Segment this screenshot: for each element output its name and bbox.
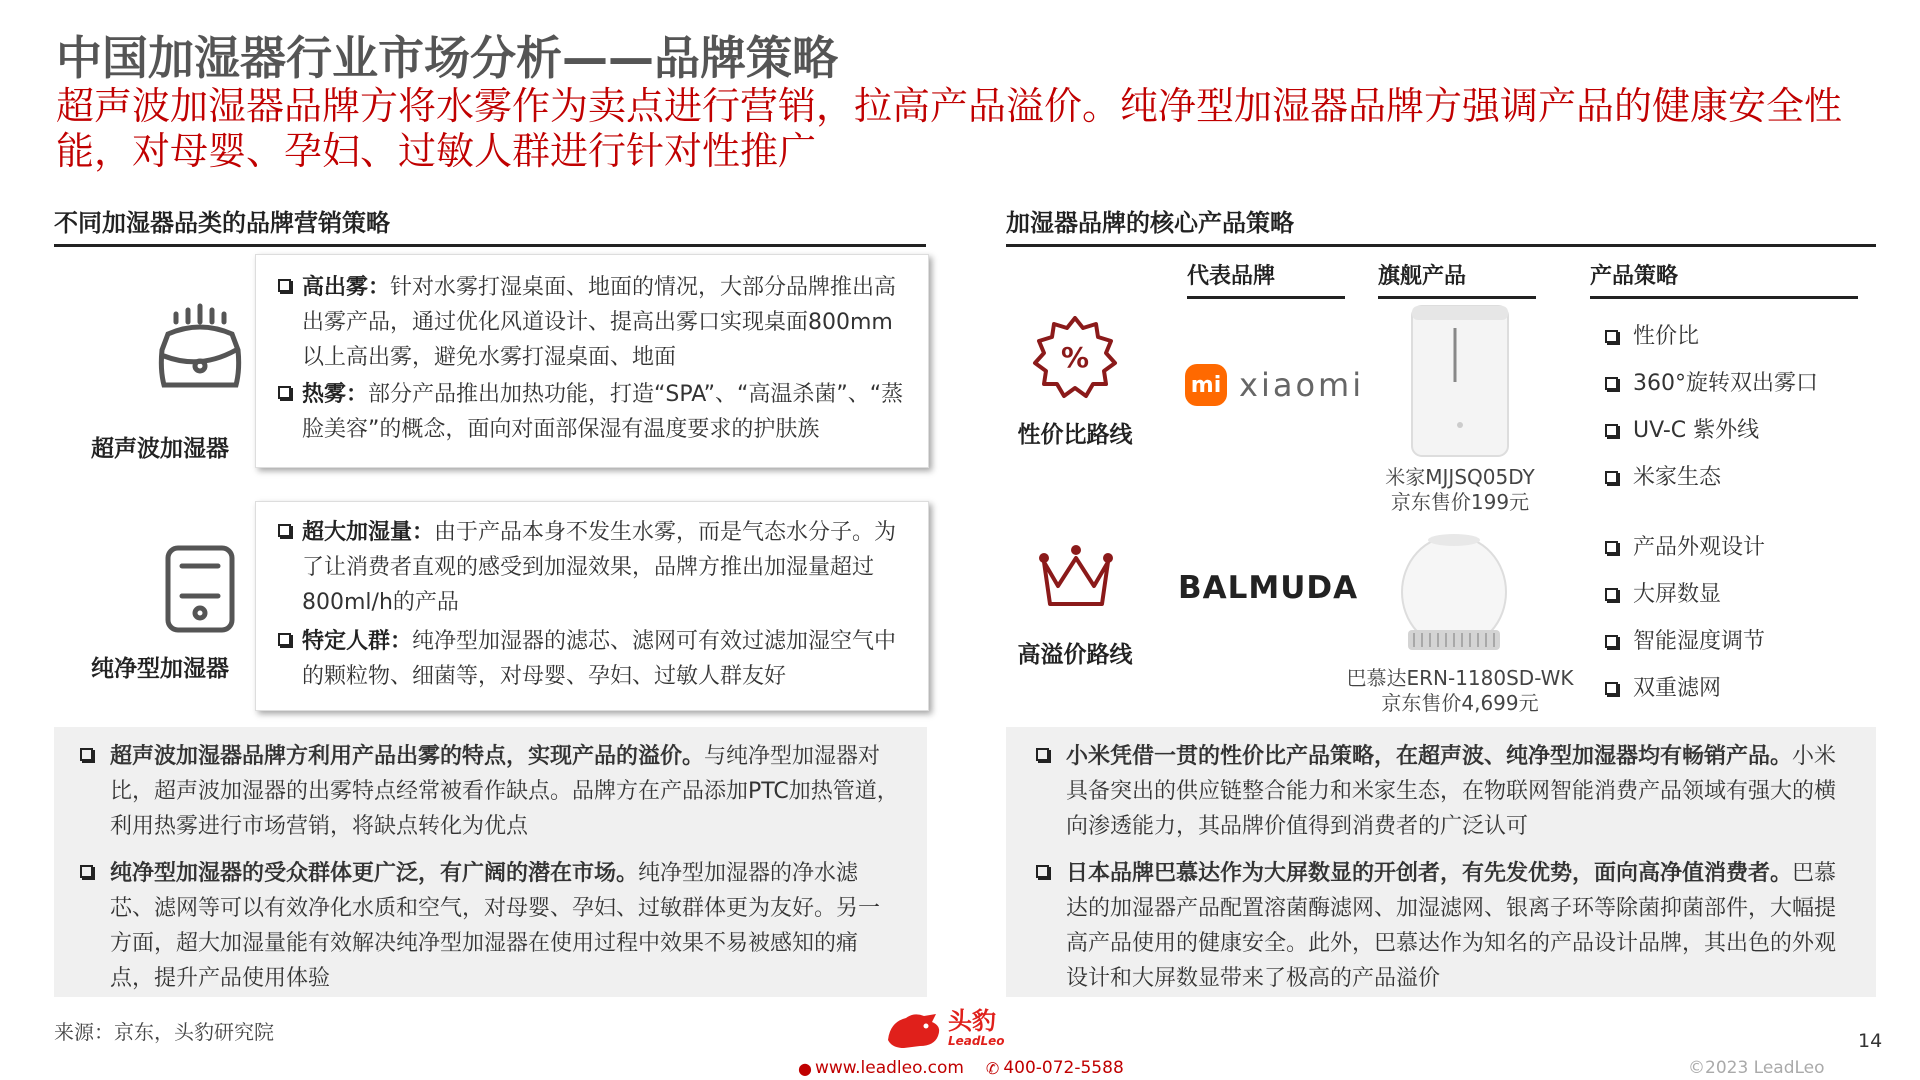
left-summary-panel (54, 727, 927, 997)
leadleo-logo (884, 1007, 1005, 1052)
logo-cn: 头豹 (948, 1007, 996, 1035)
checkbox-icon (80, 748, 93, 761)
category-label-pure: 纯净型加湿器 (91, 656, 229, 682)
balmuda-humidifier-image (1394, 530, 1514, 664)
summary-bullet: 日本品牌巴慕达作为大屏数显的开创者，有先发优势，面向高净值消费者。巴慕达的加湿器产品配置溶菌酶滤网、加湿滤网、银离子环等除菌抑菌部件，大幅提高产品使用的健康安全。此外，巴慕达作为知名的产品设计品牌，其出色的外观设计和大屏数显带来了极高的产品溢价 (1032, 856, 1856, 996)
category-label-ultrasonic: 超声波加湿器 (91, 436, 229, 462)
strategy-item: 产品外观设计 (1603, 533, 1765, 563)
crown-icon (1034, 540, 1118, 618)
checkbox-icon (1605, 588, 1618, 601)
strategy-list-value (1603, 322, 1818, 493)
product-name: 米家MJJSQ05DY (1385, 465, 1535, 489)
website-link[interactable]: www.leadleo.com (814, 1058, 964, 1078)
strategy-item: 智能湿度调节 (1603, 627, 1765, 657)
checkbox-icon (1605, 377, 1618, 390)
page-number: 14 (1858, 1030, 1883, 1052)
strategy-item: 双重滤网 (1603, 674, 1765, 704)
strategy-item: 360°旋转双出雾口 (1603, 369, 1818, 399)
product-price: 京东售价199元 (1390, 490, 1530, 514)
xiaomi-mark: mi (1185, 364, 1227, 406)
bullet-high-mist: 高出雾：针对水雾打湿桌面、地面的情况，大部分品牌推出高出雾产品，通过优化风道设计、提高出雾口实现桌面800mm以上高出雾，避免水雾打湿桌面、地面 (276, 270, 914, 375)
product-caption-xiaomi (1350, 465, 1570, 515)
route-label-value: 性价比路线 (1017, 422, 1133, 448)
checkbox-icon (1605, 635, 1618, 648)
checkbox-icon (1605, 330, 1618, 343)
balmuda-logo: BALMUDA (1178, 570, 1359, 606)
strategy-item: 性价比 (1603, 322, 1818, 352)
column-head-strategy: 产品策略 (1590, 259, 1858, 299)
bullet-target-group: 特定人群：纯净型加湿器的滤芯、滤网可有效过滤加湿空气中的颗粒物、细菌等，对母婴、孕妇、过敏人群友好 (276, 624, 918, 694)
checkbox-icon (1605, 471, 1618, 484)
discount-badge-icon (1030, 316, 1120, 404)
column-head-product: 旗舰产品 (1378, 259, 1536, 299)
leopard-icon (884, 1010, 944, 1052)
summary-bullet: 超声波加湿器品牌方利用产品出雾的特点，实现产品的溢价。与纯净型加湿器对比，超声波加湿器的出雾特点经常被看作缺点。品牌方在产品添加PTC加热管道，利用热雾进行市场营销，将缺点转化为优点 (76, 739, 899, 844)
checkbox-icon (80, 865, 93, 878)
route-label-premium: 高溢价路线 (1017, 642, 1133, 668)
globe-icon: ● (798, 1058, 812, 1078)
strategy-list-premium (1603, 533, 1765, 704)
logo-en: LeadLeo (948, 1034, 1005, 1048)
category-card-ultrasonic (255, 254, 929, 468)
xiaomi-humidifier-image (1400, 300, 1520, 464)
right-summary-panel (1006, 727, 1876, 997)
checkbox-icon (278, 633, 291, 646)
checkbox-icon (1605, 682, 1618, 695)
checkbox-icon (278, 279, 291, 292)
copyright: ©2023 LeadLeo (1688, 1058, 1825, 1078)
strategy-item: 大屏数显 (1603, 580, 1765, 610)
left-section-heading: 不同加湿器品类的品牌营销策略 (54, 203, 926, 247)
strategy-item: 米家生态 (1603, 463, 1818, 493)
summary-bullet: 小米凭借一贯的性价比产品策略，在超声波、纯净型加湿器均有畅销产品。小米具备突出的供应链整合能力和米家生态，在物联网智能消费产品领域有强大的横向渗透能力，其品牌价值得到消费者的广泛认可 (1032, 739, 1856, 844)
phone-number: 400-072-5588 (1003, 1058, 1124, 1078)
summary-bullet: 纯净型加湿器的受众群体更广泛，有广阔的潜在市场。纯净型加湿器的净水滤芯、滤网等可以有效净化水质和空气，对母婴、孕妇、过敏群体更为友好。另一方面，超大加湿量能有效解决纯净型加湿器在使用过程中效果不易被感知的痛点，提升产品使用体验 (76, 856, 899, 996)
phone-icon: ✆ (985, 1058, 1000, 1078)
checkbox-icon (1605, 541, 1618, 554)
svg-text:%: % (1060, 341, 1090, 374)
checkbox-icon (278, 386, 291, 399)
product-price: 京东售价4,699元 (1381, 691, 1539, 715)
source-note: 来源：京东，头豹研究院 (54, 1020, 274, 1044)
checkbox-icon (1036, 748, 1049, 761)
strategy-item: UV-C 紫外线 (1603, 416, 1818, 446)
xiaomi-wordmark: xiaomi (1239, 366, 1365, 404)
page-title: 中国加湿器行业市场分析——品牌策略 (56, 31, 838, 85)
product-name: 巴慕达ERN-1180SD-WK (1346, 666, 1574, 690)
xiaomi-logo (1185, 364, 1364, 406)
bullet-large-capacity: 超大加湿量：由于产品本身不发生水雾，而是气态水分子。为了让消费者直观的感受到加湿效果，品牌方推出加湿量超过800ml/h的产品 (276, 515, 918, 620)
category-card-pure (255, 501, 929, 711)
bullet-hot-mist: 热雾：部分产品推出加热功能，打造“SPA”、“高温杀菌”、“蒸脸美容”的概念，面向对面部保湿有温度要求的护肤族 (276, 377, 914, 447)
checkbox-icon (1036, 865, 1049, 878)
page-subtitle: 超声波加湿器品牌方将水雾作为卖点进行营销，拉高产品溢价。纯净型加湿器品牌方强调产品的健康安全性能，对母婴、孕妇、过敏人群进行针对性推广 (56, 84, 1843, 173)
right-section-heading: 加湿器品牌的核心产品策略 (1006, 203, 1876, 247)
product-caption-balmuda (1335, 666, 1585, 716)
column-head-brand: 代表品牌 (1187, 259, 1345, 299)
checkbox-icon (278, 524, 291, 537)
checkbox-icon (1605, 424, 1618, 437)
contact-bar (798, 1058, 1124, 1078)
